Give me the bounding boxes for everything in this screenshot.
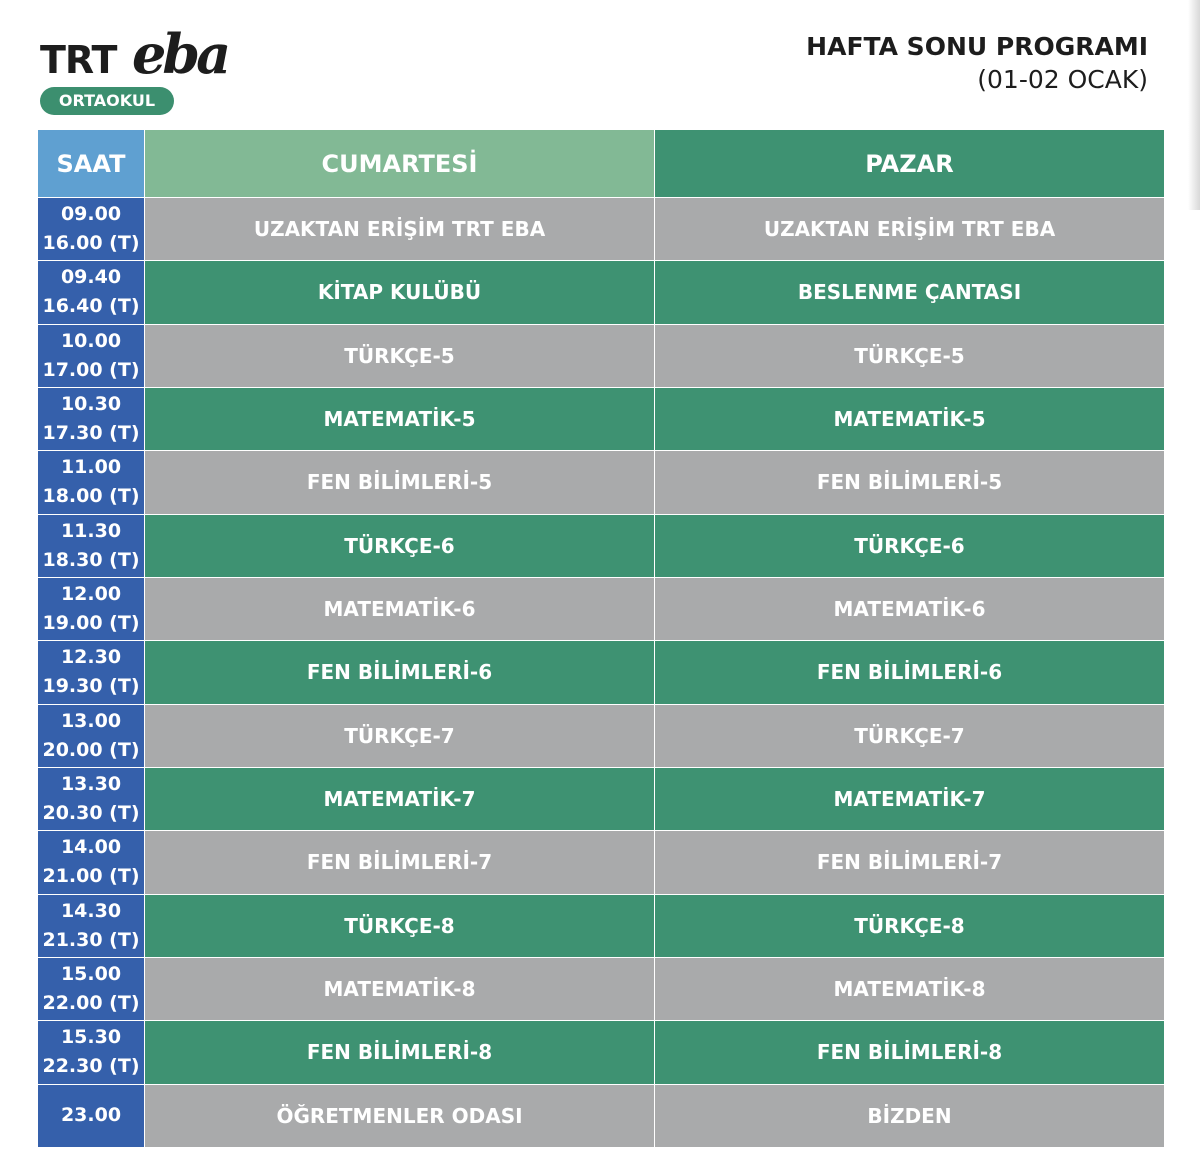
saturday-program: TÜRKÇE-6 <box>145 514 655 577</box>
saturday-program: MATEMATİK-8 <box>145 957 655 1020</box>
time-cell <box>38 387 145 450</box>
time-main: 10.30 <box>60 393 122 416</box>
sunday-program: TÜRKÇE-7 <box>655 704 1165 767</box>
saturday-program: MATEMATİK-5 <box>145 387 655 450</box>
sunday-program: BİZDEN <box>655 1084 1165 1147</box>
time-cell <box>38 198 145 261</box>
saturday-program: MATEMATİK-6 <box>145 577 655 640</box>
saturday-program: MATEMATİK-7 <box>145 767 655 830</box>
time-cell <box>38 324 145 387</box>
table-row <box>38 957 1165 1020</box>
table-row <box>38 387 1165 450</box>
table-row <box>38 451 1165 514</box>
saturday-program: TÜRKÇE-5 <box>145 324 655 387</box>
table-row <box>38 324 1165 387</box>
sunday-program: BESLENME ÇANTASI <box>655 261 1165 324</box>
logo-brand: TRT <box>40 38 117 82</box>
page-edge-shadow <box>1188 0 1200 210</box>
sunday-program: TÜRKÇE-8 <box>655 894 1165 957</box>
table-row <box>38 514 1165 577</box>
saturday-program: TÜRKÇE-7 <box>145 704 655 767</box>
time-main: 11.00 <box>60 456 122 479</box>
time-main: 13.00 <box>60 709 122 732</box>
sunday-program: MATEMATİK-6 <box>655 577 1165 640</box>
time-main: 12.00 <box>60 583 122 606</box>
time-main: 15.00 <box>60 963 122 986</box>
time-cell <box>38 261 145 324</box>
table-header-row <box>38 130 1165 198</box>
time-cell <box>38 514 145 577</box>
sunday-program: FEN BİLİMLERİ-6 <box>655 641 1165 704</box>
sunday-program: FEN BİLİMLERİ-7 <box>655 831 1165 894</box>
time-cell <box>38 641 145 704</box>
saturday-program: TÜRKÇE-8 <box>145 894 655 957</box>
time-rerun: 19.30 (T) <box>42 675 140 698</box>
schedule-table <box>37 129 1165 1148</box>
schedule-body <box>38 198 1165 1148</box>
column-header-saturday: CUMARTESİ <box>145 130 655 198</box>
time-cell <box>38 704 145 767</box>
time-cell <box>38 957 145 1020</box>
saturday-program: FEN BİLİMLERİ-7 <box>145 831 655 894</box>
table-row <box>38 894 1165 957</box>
time-main: 09.40 <box>60 266 122 289</box>
time-rerun: 19.00 (T) <box>42 612 140 635</box>
time-main: 10.00 <box>60 329 122 352</box>
time-rerun: 17.00 (T) <box>42 358 140 381</box>
column-header-saat: SAAT <box>38 130 145 198</box>
sunday-program: FEN BİLİMLERİ-5 <box>655 451 1165 514</box>
time-rerun: 18.30 (T) <box>42 548 140 571</box>
time-rerun: 21.30 (T) <box>42 928 140 951</box>
page-title: HAFTA SONU PROGRAMI <box>806 32 1148 61</box>
time-rerun: 16.00 (T) <box>42 232 140 255</box>
saturday-program: KİTAP KULÜBÜ <box>145 261 655 324</box>
time-rerun: 20.00 (T) <box>42 738 140 761</box>
time-main: 13.30 <box>60 773 122 796</box>
time-rerun: 18.00 (T) <box>42 485 140 508</box>
table-row <box>38 261 1165 324</box>
sunday-program: TÜRKÇE-5 <box>655 324 1165 387</box>
saturday-program: FEN BİLİMLERİ-8 <box>145 1021 655 1084</box>
table-row <box>38 577 1165 640</box>
time-cell <box>38 577 145 640</box>
table-row <box>38 1084 1165 1147</box>
time-main: 11.30 <box>60 519 122 542</box>
page-subtitle: (01-02 OCAK) <box>977 65 1148 94</box>
time-cell <box>38 767 145 830</box>
saturday-program: UZAKTAN ERİŞİM TRT EBA <box>145 198 655 261</box>
trt-eba-logo <box>40 24 240 119</box>
column-header-sunday: PAZAR <box>655 130 1165 198</box>
sunday-program: TÜRKÇE-6 <box>655 514 1165 577</box>
time-rerun: 20.30 (T) <box>42 802 140 825</box>
time-cell <box>38 1021 145 1084</box>
table-row <box>38 704 1165 767</box>
sunday-program: UZAKTAN ERİŞİM TRT EBA <box>655 198 1165 261</box>
time-cell <box>38 831 145 894</box>
time-rerun: 22.00 (T) <box>42 992 140 1015</box>
saturday-program: FEN BİLİMLERİ-6 <box>145 641 655 704</box>
time-cell <box>38 1084 145 1147</box>
time-main: 23.00 <box>60 1104 122 1127</box>
table-row <box>38 198 1165 261</box>
table-row <box>38 641 1165 704</box>
table-row <box>38 831 1165 894</box>
sunday-program: FEN BİLİMLERİ-8 <box>655 1021 1165 1084</box>
saturday-program: ÖĞRETMENLER ODASI <box>145 1084 655 1147</box>
level-badge: ORTAOKUL <box>40 87 174 115</box>
time-main: 14.00 <box>60 836 122 859</box>
sunday-program: MATEMATİK-7 <box>655 767 1165 830</box>
logo-product: eba <box>132 22 228 86</box>
time-main: 12.30 <box>60 646 122 669</box>
time-rerun: 22.30 (T) <box>42 1055 140 1078</box>
time-rerun: 17.30 (T) <box>42 422 140 445</box>
sunday-program: MATEMATİK-8 <box>655 957 1165 1020</box>
table-row <box>38 1021 1165 1084</box>
saturday-program: FEN BİLİMLERİ-5 <box>145 451 655 514</box>
time-cell <box>38 894 145 957</box>
table-row <box>38 767 1165 830</box>
sunday-program: MATEMATİK-5 <box>655 387 1165 450</box>
time-main: 09.00 <box>60 203 122 226</box>
time-main: 15.30 <box>60 1026 122 1049</box>
time-rerun: 16.40 (T) <box>42 295 140 318</box>
time-rerun: 21.00 (T) <box>42 865 140 888</box>
time-main: 14.30 <box>60 899 122 922</box>
time-cell <box>38 451 145 514</box>
